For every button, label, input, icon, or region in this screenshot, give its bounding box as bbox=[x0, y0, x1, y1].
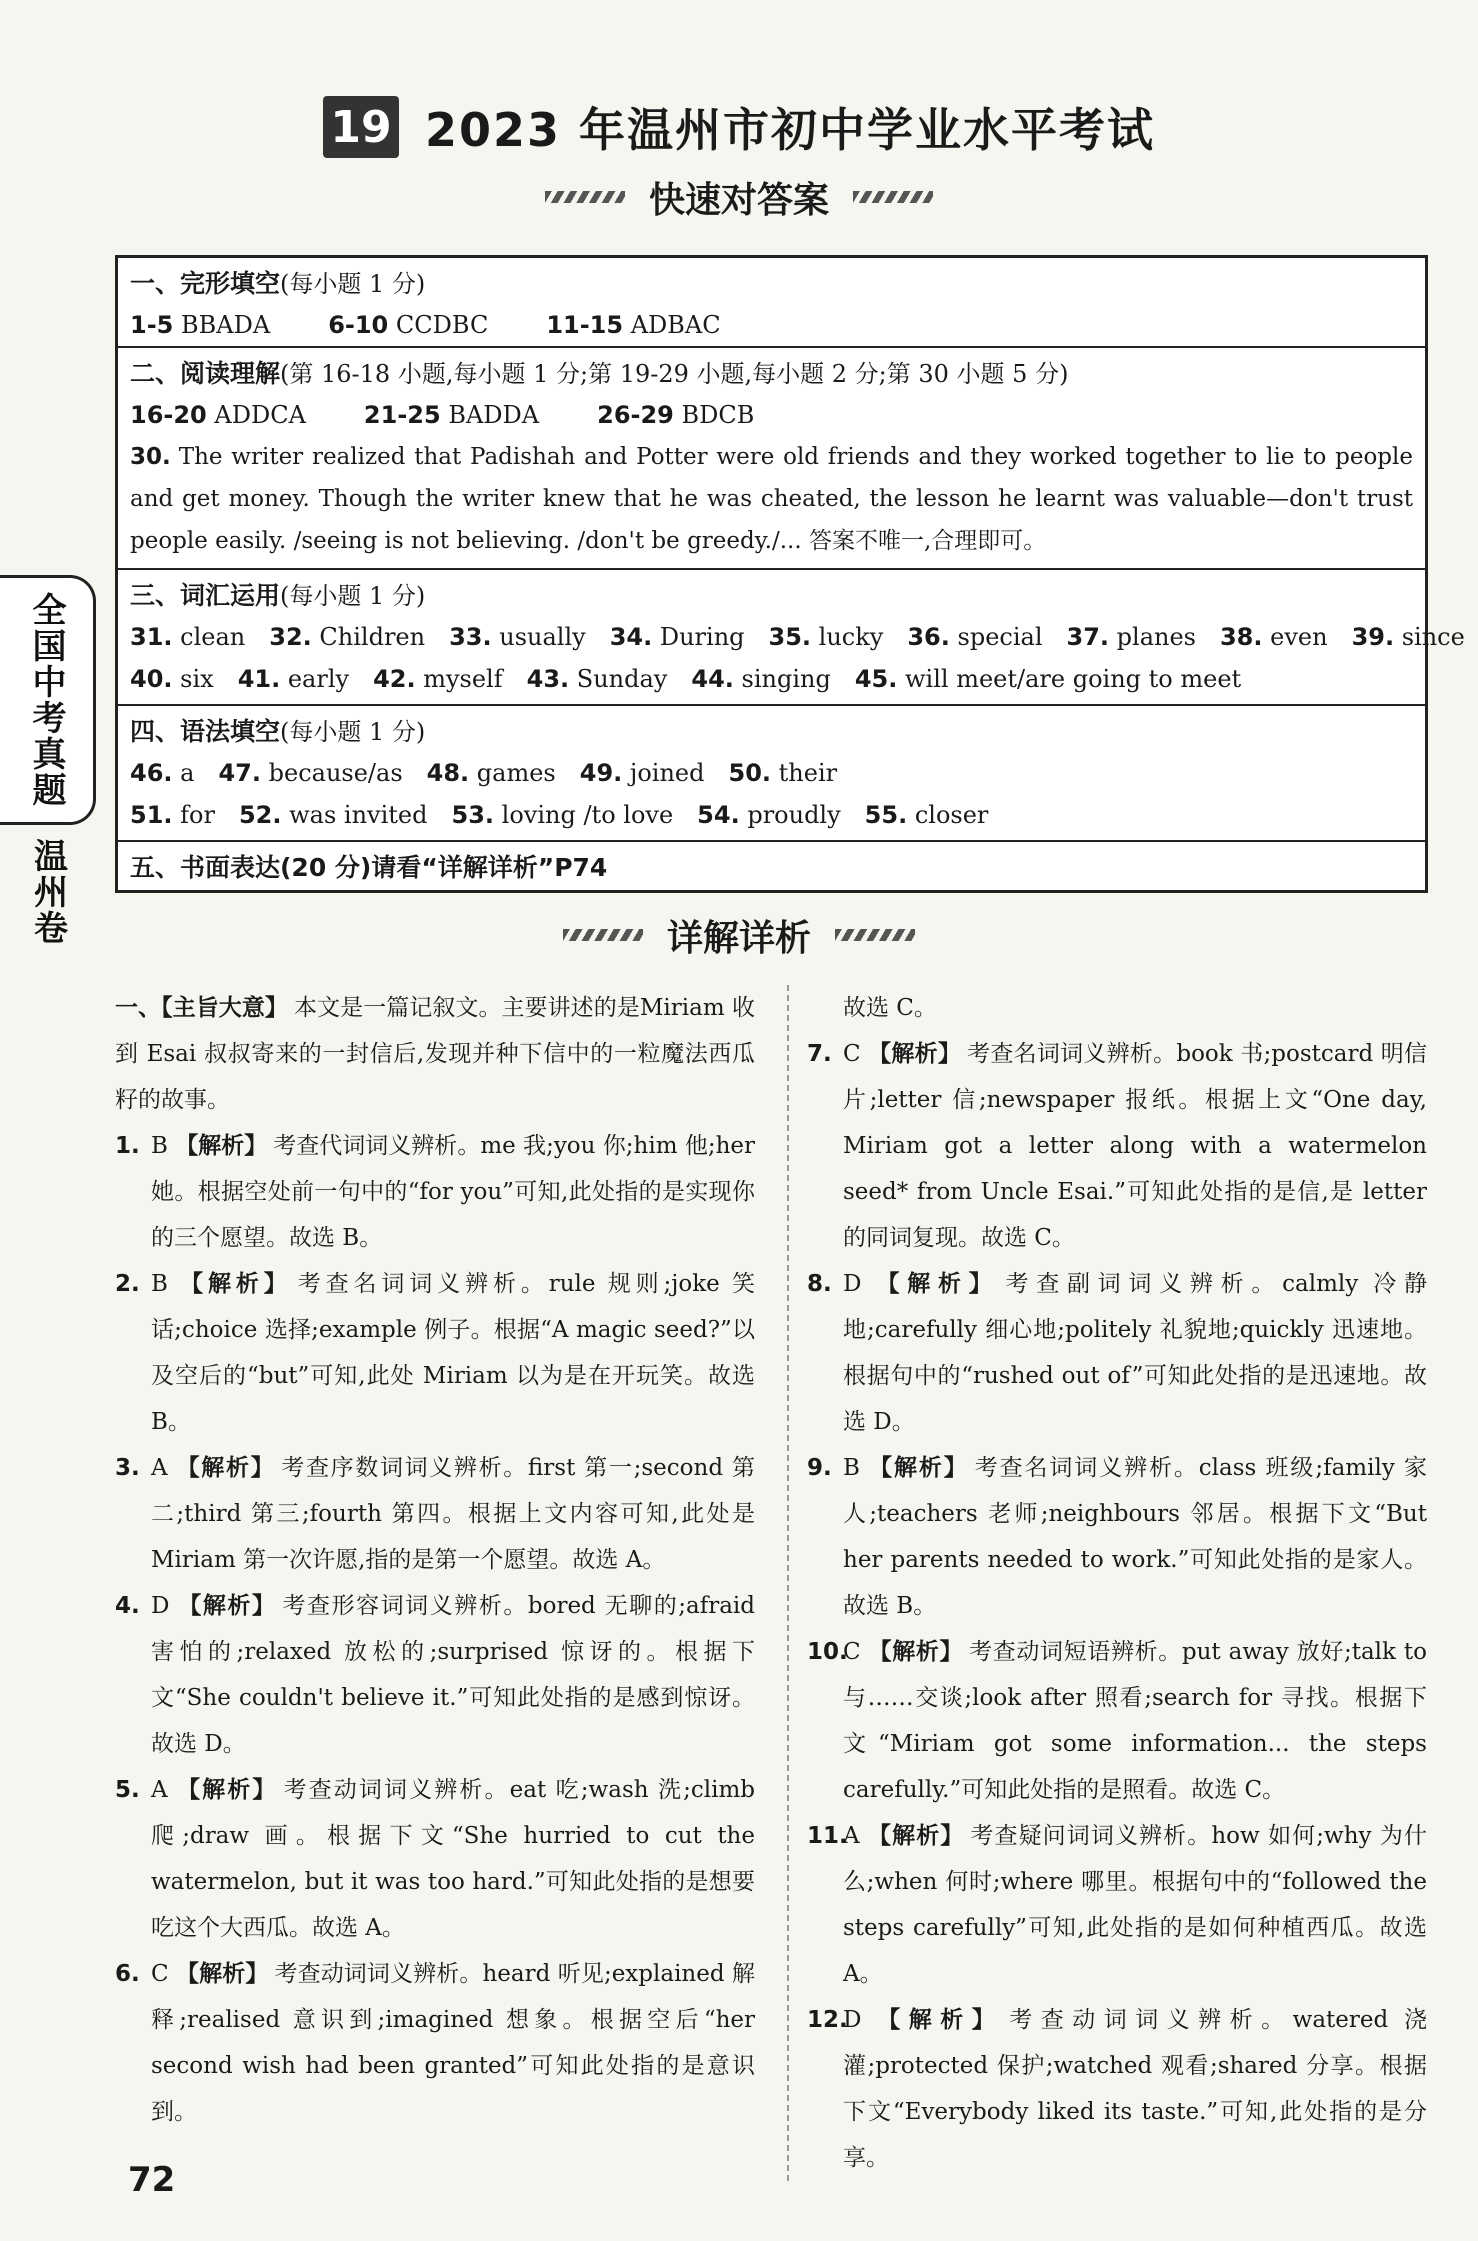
answer-row bbox=[130, 616, 1465, 658]
question-number: 7. bbox=[807, 1041, 832, 1067]
explanation-text: 考查名词词义辨析。class 班级;family 家人;teachers 老师;neighbours 邻居。根据下文“But her parents needed to work.”可知此处指的是家人。故选 B。 bbox=[843, 1455, 1428, 1619]
answer-key: 48. bbox=[426, 759, 470, 787]
answer-letter: A bbox=[151, 1777, 168, 1803]
answer-value: special bbox=[957, 623, 1043, 651]
explanation-item bbox=[807, 1629, 1427, 1813]
question-number: 3. bbox=[115, 1455, 140, 1481]
answer-value: closer bbox=[914, 801, 989, 829]
answer-value: even bbox=[1270, 623, 1328, 651]
analysis-label: 【解析】 bbox=[868, 1823, 965, 1849]
answer-item bbox=[449, 623, 586, 651]
answer-letter: C bbox=[843, 1041, 861, 1067]
section-title bbox=[130, 712, 1413, 752]
answer-key: 35. bbox=[768, 623, 812, 651]
section-points: (每小题 1 分) bbox=[280, 582, 426, 610]
answer-section-writing bbox=[118, 842, 1425, 890]
decor-dashes-left bbox=[545, 191, 625, 203]
quick-answers-heading bbox=[0, 172, 1478, 222]
side-tab bbox=[0, 575, 100, 945]
question-number: 10. bbox=[807, 1639, 848, 1665]
answer-item bbox=[580, 759, 705, 787]
answer-row bbox=[130, 304, 1413, 346]
answer-value: proudly bbox=[747, 801, 841, 829]
answer-item bbox=[130, 801, 215, 829]
answer-key: 16-20 bbox=[130, 401, 207, 429]
analysis-label: 【解析】 bbox=[176, 1455, 276, 1481]
answer-value: Children bbox=[319, 623, 426, 651]
explanation-item bbox=[115, 1123, 755, 1261]
question-number: 5. bbox=[115, 1777, 140, 1803]
answer-key: 11-15 bbox=[546, 311, 624, 339]
answer-key: 44. bbox=[691, 665, 734, 693]
answer-key: 31. bbox=[130, 623, 173, 651]
answer-section-vocabulary bbox=[118, 570, 1465, 706]
explanation-text: 考查代词词义辨析。me 我;you 你;him 他;her 她。根据空处前一句中的“for you”可知,此处指的是实现你的三个愿望。故选 B。 bbox=[151, 1133, 756, 1251]
answer-value: will meet/are going to meet bbox=[905, 665, 1242, 693]
main-idea bbox=[115, 985, 755, 1123]
answer-row bbox=[130, 658, 1413, 700]
answer-section-cloze bbox=[118, 258, 1425, 348]
section-points: (每小题 1 分) bbox=[280, 718, 426, 746]
answer-value: ADBAC bbox=[630, 311, 721, 339]
answer-item bbox=[373, 665, 503, 693]
explanation-item bbox=[807, 1031, 1427, 1261]
answer-value: a bbox=[180, 759, 195, 787]
answer-item bbox=[130, 623, 245, 651]
answer-item bbox=[364, 401, 539, 429]
detailed-heading-text: 详解详析 bbox=[666, 917, 811, 959]
decor-dashes-right bbox=[835, 929, 915, 941]
answer-item bbox=[729, 759, 838, 787]
answer-value: since bbox=[1401, 623, 1465, 651]
answer-item bbox=[855, 665, 1241, 693]
answer-item bbox=[218, 759, 402, 787]
answer-value: games bbox=[476, 759, 556, 787]
q30-text: The writer realized that Padishah and Potter were old friends and they worked together to lie to people and get money. Though the writer knew that he was cheated, the lesson he learnt was valuable—don't trust people easily. /seeing is not believing. /don't be greedy./... 答案不唯一,合理即可。 bbox=[130, 444, 1413, 554]
explanation-text: 考查名词词义辨析。book 书;postcard 明信片;letter 信;newspaper 报纸。根据上文“One day, Miriam got a letter along with a watermelon seed* from Uncle Esai.”可知此处指的是信,是 letter 的同词复现。故选 C。 bbox=[843, 1041, 1428, 1251]
answer-letter: C bbox=[843, 1639, 861, 1665]
answer-item bbox=[1220, 623, 1328, 651]
answer-item bbox=[130, 665, 214, 693]
answer-key: 34. bbox=[609, 623, 653, 651]
answer-letter: B bbox=[843, 1455, 860, 1481]
explanation-text: 考查动词词义辨析。heard 听见;explained 解释;realised 意识到;imagined 想象。根据空后“her second wish had been granted”可知此处指的是意识到。 bbox=[151, 1961, 755, 2125]
explanation-item bbox=[115, 1767, 755, 1951]
explanation-item bbox=[807, 1261, 1427, 1445]
explanation-list-left bbox=[115, 1123, 755, 2135]
explanations-right-column bbox=[787, 985, 1427, 2181]
answer-key: 32. bbox=[269, 623, 312, 651]
q30-number: 30. bbox=[130, 444, 171, 470]
question-number: 9. bbox=[807, 1455, 832, 1481]
quick-answers-heading-text: 快速对答案 bbox=[648, 179, 829, 221]
answer-value: lucky bbox=[818, 623, 884, 651]
answer-item bbox=[269, 623, 425, 651]
section-title bbox=[130, 354, 1413, 394]
answer-item bbox=[239, 801, 428, 829]
answer-row bbox=[130, 394, 1413, 436]
answer-item bbox=[769, 623, 884, 651]
answer-item bbox=[328, 311, 488, 339]
answer-key: 37. bbox=[1066, 623, 1110, 651]
explanation-item bbox=[115, 1445, 755, 1583]
section-title-text: 二、阅读理解 bbox=[130, 359, 281, 388]
answer-item bbox=[546, 311, 720, 339]
analysis-label: 【解析】 bbox=[868, 1639, 964, 1665]
exam-header bbox=[0, 92, 1478, 162]
answer-item bbox=[907, 623, 1042, 651]
answer-value: myself bbox=[423, 665, 503, 693]
analysis-label: 【解析】 bbox=[175, 1133, 268, 1159]
answer-letter: D bbox=[843, 1271, 862, 1297]
side-tab-bottom-text: 温州卷 bbox=[27, 838, 68, 946]
answer-value: During bbox=[659, 623, 745, 651]
analysis-label: 【解析】 bbox=[868, 1041, 962, 1067]
section-title-text: 四、语法填空 bbox=[130, 717, 281, 746]
explanations-left-column bbox=[115, 985, 755, 2135]
answer-item bbox=[865, 801, 989, 829]
answer-value: joined bbox=[629, 759, 705, 787]
answer-key: 39. bbox=[1351, 623, 1395, 651]
answer-key: 38. bbox=[1219, 623, 1263, 651]
section-title-text: 五、书面表达(20 分)请看“详解详析”P74 bbox=[130, 853, 608, 882]
answer-key: 51. bbox=[130, 801, 173, 829]
question-number: 11. bbox=[807, 1823, 848, 1849]
q30-answer bbox=[130, 436, 1413, 562]
explanation-text: 考查序数词词义辨析。first 第一;second 第二;third 第三;fourth 第四。根据上文内容可知,此处是 Miriam 第一次许愿,指的是第一个愿望。故选 A。 bbox=[151, 1455, 756, 1573]
continued-text: 故选 C。 bbox=[843, 995, 937, 1021]
answer-value: was invited bbox=[289, 801, 428, 829]
answer-key: 46. bbox=[130, 759, 173, 787]
explanation-text: 考查动词词义辨析。watered 浇灌;protected 保护;watched 观看;shared 分享。根据下文“Everybody liked its taste.”可知,此处指的是分享。 bbox=[843, 2007, 1428, 2171]
answer-value: ADDCA bbox=[214, 401, 306, 429]
answer-value: for bbox=[180, 801, 215, 829]
answer-value: BBADA bbox=[181, 311, 271, 339]
section-title-text: 三、词汇运用 bbox=[130, 581, 281, 610]
explanation-item bbox=[115, 1951, 755, 2135]
exam-title: 2023 年温州市初中学业水平考试 bbox=[424, 103, 1156, 157]
answer-section-grammar bbox=[118, 706, 1425, 842]
explanation-item bbox=[807, 1813, 1427, 1997]
analysis-label: 【解析】 bbox=[877, 2007, 1004, 2033]
exam-number-badge: 19 bbox=[323, 96, 399, 158]
side-tab-top-text: 全国中考真题 bbox=[26, 592, 66, 808]
answer-item bbox=[610, 623, 745, 651]
answer-row bbox=[130, 794, 1413, 836]
answer-key: 21-25 bbox=[363, 401, 441, 429]
side-tab-top bbox=[0, 575, 96, 825]
analysis-label: 【解析】 bbox=[176, 1961, 269, 1987]
answer-key: 53. bbox=[451, 801, 495, 829]
answer-item bbox=[238, 665, 349, 693]
answer-key: 55. bbox=[864, 801, 908, 829]
answer-key: 52. bbox=[238, 801, 282, 829]
answer-value: usually bbox=[499, 623, 586, 651]
answer-row bbox=[130, 752, 1413, 794]
decor-dashes-left bbox=[563, 929, 643, 941]
explanations bbox=[115, 985, 1428, 2171]
answer-key: 26-29 bbox=[597, 401, 674, 429]
answer-key: 43. bbox=[526, 665, 570, 693]
answer-value: singing bbox=[741, 665, 831, 693]
answer-item bbox=[452, 801, 674, 829]
answer-value: six bbox=[180, 665, 214, 693]
answer-letter: C bbox=[151, 1961, 169, 1987]
answer-item bbox=[427, 759, 556, 787]
section-title bbox=[130, 576, 1413, 616]
answer-item bbox=[130, 401, 306, 429]
answer-key: 1-5 bbox=[130, 311, 174, 339]
analysis-label: 【解析】 bbox=[180, 1271, 292, 1297]
explanation-text: 考查形容词词义辨析。bored 无聊的;afraid 害怕的;relaxed 放松的;surprised 惊讶的。根据下文“She couldn't believe it.”可知此处指的是感到惊讶。故选 D。 bbox=[151, 1593, 756, 1757]
explanation-text: 考查疑问词词义辨析。how 如何;why 为什么;when 何时;where 哪里。根据句中的“followed the steps carefully”可知,此处指的是如何种植西瓜。故选 A。 bbox=[843, 1823, 1428, 1987]
explanation-text: 考查名词词义辨析。rule 规则;joke 笑话;choice 选择;example 例子。根据“A magic seed?”以及空后的“but”可知,此处 Miriam 以为是在开玩笑。故选 B。 bbox=[151, 1271, 755, 1435]
analysis-label: 【解析】 bbox=[178, 1593, 277, 1619]
answer-value: their bbox=[778, 759, 838, 787]
answer-key: 41. bbox=[237, 665, 281, 693]
detailed-heading bbox=[0, 910, 1478, 960]
explanation-item bbox=[807, 1445, 1427, 1629]
answer-value: planes bbox=[1116, 623, 1196, 651]
answer-item bbox=[597, 401, 754, 429]
answer-section-reading bbox=[118, 348, 1425, 570]
answer-value: CCDBC bbox=[395, 311, 489, 339]
explanation-text: 考查动词短语辨析。put away 放好;talk to 与……交谈;look after 照看;search for 寻找。根据下文“Miriam got some information... the steps carefully.”可知此处指的是照看。故选 C。 bbox=[843, 1639, 1427, 1803]
explanation-list-right bbox=[807, 1031, 1427, 2181]
question-number: 12. bbox=[807, 2007, 848, 2033]
question-number: 8. bbox=[807, 1271, 832, 1297]
section-title-text: 一、完形填空 bbox=[130, 269, 281, 298]
answer-key: 47. bbox=[218, 759, 261, 787]
explanation-item bbox=[807, 1997, 1427, 2181]
section-title bbox=[130, 264, 1413, 304]
question-number: 1. bbox=[115, 1133, 140, 1159]
answer-table bbox=[115, 255, 1465, 893]
answer-key: 33. bbox=[449, 623, 492, 651]
answer-key: 36. bbox=[907, 623, 950, 651]
answer-item bbox=[691, 665, 830, 693]
answer-value: early bbox=[287, 665, 350, 693]
answer-key: 49. bbox=[579, 759, 623, 787]
main-idea-text: 本文是一篇记叙文。主要讲述的是Miriam 收到 Esai 叔叔寄来的一封信后,发现并种下信中的一粒魔法西瓜籽的故事。 bbox=[115, 995, 755, 1113]
answer-item bbox=[1352, 623, 1465, 651]
answer-letter: A bbox=[151, 1455, 168, 1481]
explanation-text: 考查副词词义辨析。calmly 冷静地;carefully 细心地;politely 礼貌地;quickly 迅速地。根据句中的“rushed out of”可知此处指的是迅速地。故选 D。 bbox=[843, 1271, 1428, 1435]
answer-value: BADDA bbox=[448, 401, 540, 429]
answer-value: clean bbox=[180, 623, 246, 651]
answer-value: Sunday bbox=[576, 665, 668, 693]
answer-key: 50. bbox=[728, 759, 772, 787]
answer-key: 45. bbox=[854, 665, 898, 693]
answer-value: BDCB bbox=[681, 401, 755, 429]
answer-item bbox=[697, 801, 841, 829]
answer-letter: D bbox=[151, 1593, 170, 1619]
answer-key: 6-10 bbox=[328, 311, 389, 339]
answer-key: 40. bbox=[130, 665, 173, 693]
question-number: 6. bbox=[115, 1961, 140, 1987]
answer-value: because/as bbox=[268, 759, 403, 787]
answer-key: 54. bbox=[697, 801, 740, 829]
answer-item bbox=[1067, 623, 1196, 651]
answer-letter: B bbox=[151, 1271, 168, 1297]
section-points: (第 16-18 小题,每小题 1 分;第 19-29 小题,每小题 2 分;第 30 小题 5 分) bbox=[280, 360, 1069, 388]
answer-letter: A bbox=[843, 1823, 860, 1849]
answer-value: loving /to love bbox=[501, 801, 674, 829]
page-number: 72 bbox=[128, 2160, 176, 2200]
answer-item bbox=[527, 665, 668, 693]
section-points: (每小题 1 分) bbox=[280, 270, 426, 298]
analysis-label: 【解析】 bbox=[876, 1271, 1000, 1297]
answer-item bbox=[130, 311, 270, 339]
question-number: 2. bbox=[115, 1271, 140, 1297]
answer-letter: D bbox=[843, 2007, 862, 2033]
analysis-label: 【解析】 bbox=[869, 1455, 969, 1481]
main-idea-label: 一、【主旨大意】 bbox=[115, 995, 288, 1021]
explanation-item bbox=[115, 1583, 755, 1767]
answer-key: 42. bbox=[373, 665, 416, 693]
explanation-text: 考查动词词义辨析。eat 吃;wash 洗;climb 爬;draw 画。根据下文“She hurried to cut the watermelon, but it was too hard.”可知此处指的是想要吃这个大西瓜。故选 A。 bbox=[151, 1777, 756, 1941]
question-number: 4. bbox=[115, 1593, 140, 1619]
analysis-label: 【解析】 bbox=[177, 1777, 278, 1803]
answer-letter: B bbox=[151, 1133, 168, 1159]
answer-item bbox=[130, 759, 194, 787]
explanation-item bbox=[115, 1261, 755, 1445]
decor-dashes-right bbox=[853, 191, 933, 203]
